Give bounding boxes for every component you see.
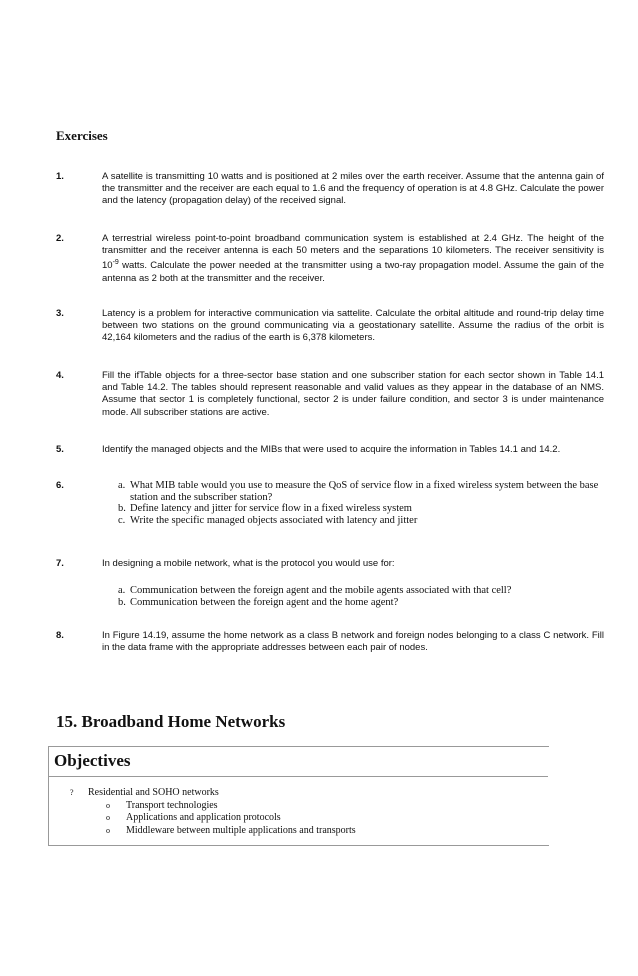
objective-subitem bbox=[70, 812, 356, 825]
exercise-number: 5. bbox=[56, 444, 64, 455]
objective-subitem-text: Applications and application protocols bbox=[126, 812, 281, 823]
bullet-marker: ? bbox=[70, 788, 74, 797]
exercise-text: Latency is a problem for interactive communication via sattelite. Calculate the orbital altitude and round-trip delay time between two stations on the ground communicating via a geostationary satellite. Assume the radius of the orbit is 42,164 kilometers and the radius of the earth is 6,378 kilometers. bbox=[102, 308, 604, 344]
objectives-title: Objectives bbox=[54, 751, 131, 770]
sub-question-text: Communication between the foreign agent and the home agent? bbox=[130, 596, 399, 608]
exercise-number: 3. bbox=[56, 308, 64, 319]
exercise-text bbox=[102, 233, 604, 285]
sub-question bbox=[118, 597, 604, 609]
bullet-marker: o bbox=[106, 800, 110, 810]
sub-question-label: b. bbox=[118, 596, 126, 608]
objective-subitem-text: Transport technologies bbox=[126, 799, 218, 811]
bullet-marker: o bbox=[106, 825, 110, 835]
sub-question-text: Write the specific managed objects associated with latency and jitter bbox=[130, 514, 418, 526]
bullet-marker: o bbox=[106, 813, 110, 822]
sub-question-label: a. bbox=[118, 480, 126, 491]
exercise-text-part: A terrestrial wireless point-to-point broadband communication system is established at 2.4 GHz. The height of the transmitter and the receiver antenna is each 50 meters and the separations 10 kilometers. The receiver sensitivity is 10 bbox=[102, 233, 604, 272]
objective-text: Residential and SOHO networks bbox=[88, 787, 219, 798]
objective-item bbox=[70, 787, 356, 800]
exercise-text: In Figure 14.19, assume the home network as a class B network and foreign nodes belonging to a class C network. Fill in the data frame with the appropriate addresses between each pair of nodes. bbox=[102, 630, 604, 654]
exercise-text: In designing a mobile network, what is the protocol you would use for: bbox=[102, 558, 395, 569]
sub-question-label: c. bbox=[118, 514, 126, 526]
divider bbox=[48, 776, 548, 777]
chapter-title: 15. Broadband Home Networks bbox=[56, 712, 286, 731]
exercise-number: 7. bbox=[56, 558, 64, 569]
exercise-text: A satellite is transmitting 10 watts and is positioned at 2 miles over the earth receiver. Assume that the antenna gain of the transmitter and the receiver are each equal to 1.6 and the frequency of operation is at 4.8 GHz. Calculate the power and the latency (propagation delay) of the received signal. bbox=[102, 171, 604, 207]
sub-question bbox=[118, 480, 604, 503]
exercise-number: 8. bbox=[56, 630, 64, 641]
exercise-text: Identify the managed objects and the MIBs that were used to acquire the information in Tables 14.1 and 14.2. bbox=[102, 444, 561, 455]
sub-question-text: Communication between the foreign agent and the mobile agents associated with that cell? bbox=[130, 585, 512, 596]
sub-question-label: b. bbox=[118, 503, 126, 514]
sub-question-label: a. bbox=[118, 585, 126, 596]
sub-question-list bbox=[118, 585, 604, 608]
sub-question-text: What MIB table would you use to measure the QoS of service flow in a fixed wireless system between the base station and the subscriber station? bbox=[130, 480, 599, 503]
exponent: -9 bbox=[112, 259, 119, 267]
exercises-heading: Exercises bbox=[56, 128, 108, 143]
exercise-number: 6. bbox=[56, 480, 64, 491]
exercise-number: 1. bbox=[56, 171, 64, 182]
exercise-number: 2. bbox=[56, 233, 64, 244]
objective-subitem bbox=[70, 800, 356, 813]
objectives-list bbox=[70, 787, 356, 837]
sub-question-list bbox=[118, 480, 604, 526]
objective-subitem-text: Middleware between multiple applications and transports bbox=[126, 824, 356, 836]
sub-question bbox=[118, 585, 604, 597]
sub-question-text: Define latency and jitter for service flow in a fixed wireless system bbox=[130, 503, 412, 514]
objective-subitem bbox=[70, 825, 356, 838]
sub-question bbox=[118, 503, 604, 515]
sub-question bbox=[118, 515, 604, 527]
exercise-text-part: watts. Calculate the power needed at the transmitter using a two-ray propagation model. Assume the gain of the antenna as 2 both at the transmitter and the receiver. bbox=[102, 260, 604, 284]
exercise-number: 4. bbox=[56, 370, 64, 381]
exercise-text: Fill the ifTable objects for a three-sector base station and one subscriber station for each sector shown in Table 14.1 and Table 14.2. The tables should represent reasonable and valid values as they appear in the database of an NMS. Assume that sector 1 is completely functional, sector 2 is under failure condition, and sector 3 is under maintenance mode. All subscriber stations are active. bbox=[102, 370, 604, 418]
